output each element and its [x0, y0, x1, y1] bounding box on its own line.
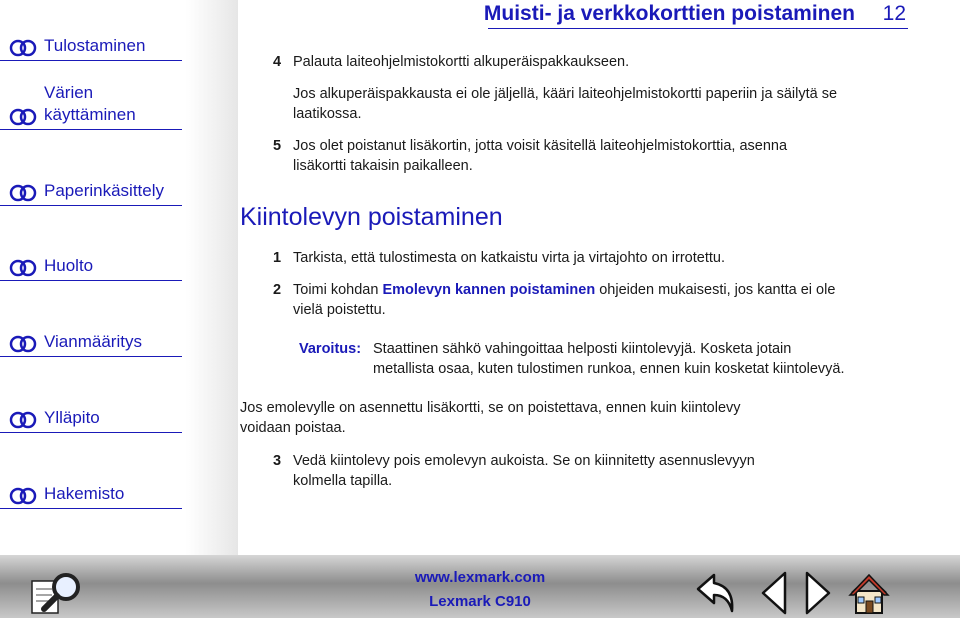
double-ring-bullet-icon [9, 486, 37, 506]
sidebar-item-hakemisto[interactable] [0, 448, 182, 509]
sidebar-item-label [44, 82, 136, 126]
warning-label: Varoitus: [299, 341, 362, 357]
step-number: 3 [273, 453, 282, 469]
warning-text-line1: Staattinen sähkö vahingoittaa helposti kiintolevyjä. Kosketa jotain [373, 341, 792, 357]
home-icon[interactable] [844, 571, 894, 617]
warning-text-line2: metallista osaa, kuten tulostimen runkoa, ennen kuin kosketat kiintolevyä. [373, 361, 845, 377]
sidebar-item-label: Huolto [44, 256, 94, 275]
note-line1: Jos emolevylle on asennettu lisäkortti, se on poistettava, ennen kuin kiintolevy [240, 400, 741, 416]
footer-model: Lexmark C910 [429, 593, 531, 610]
step-text-line2: vielä poistettu. [293, 302, 386, 318]
double-ring-bullet-icon [9, 107, 37, 127]
double-ring-bullet-icon [9, 38, 37, 58]
sidebar-item-huolto[interactable] [0, 220, 182, 281]
double-ring-bullet-icon [9, 334, 37, 354]
step-text-line2: kolmella tapilla. [293, 473, 393, 489]
next-page-icon[interactable] [803, 571, 833, 617]
emolevyn-kannen-poistaminen-link[interactable]: Emolevyn kannen poistaminen [382, 282, 596, 298]
sidebar-label-line2: käyttäminen [44, 105, 136, 124]
back-arrow-icon[interactable] [694, 571, 738, 617]
step-number: 2 [273, 282, 282, 298]
double-ring-bullet-icon [9, 258, 37, 278]
step-text: Tarkista, että tulostimesta on katkaistu virta ja virtajohto on irrotettu. [293, 250, 725, 266]
step-text-line1: Jos olet poistanut lisäkortin, jotta voisit käsitellä laiteohjelmistokorttia, asenna [293, 138, 788, 154]
sidebar-item-tulostaminen[interactable] [0, 0, 182, 61]
step-number: 1 [273, 250, 282, 266]
step-note-line2: laatikossa. [293, 106, 362, 122]
previous-page-icon[interactable] [759, 571, 789, 617]
sidebar-item-label: Tulostaminen [44, 36, 146, 55]
footer-url[interactable]: www.lexmark.com [414, 569, 546, 586]
sidebar-item-label: Ylläpito [44, 408, 100, 427]
step-text-line2: lisäkortti takaisin paikalleen. [293, 158, 473, 174]
step-text-line1: Vedä kiintolevy pois emolevyn aukoista. Se on kiinnitetty asennuslevyyn [293, 453, 755, 469]
sidebar-nav [0, 0, 238, 555]
page-number: 12 [882, 2, 906, 25]
section-heading: Kiintolevyn poistaminen [240, 203, 503, 231]
footer-bar [0, 555, 960, 618]
sidebar-item-vianmaaritys[interactable] [0, 296, 182, 357]
sidebar-item-label: Hakemisto [44, 484, 125, 503]
header-divider [488, 28, 908, 29]
sidebar-item-label: Paperinkäsittely [44, 181, 165, 200]
double-ring-bullet-icon [9, 410, 37, 430]
page-title: Muisti- ja verkkokorttien poistaminen [483, 2, 855, 25]
step-text: Palauta laiteohjelmistokortti alkuperäispakkaukseen. [293, 54, 630, 70]
step-number: 4 [273, 54, 282, 70]
sidebar-item-yllapito[interactable] [0, 372, 182, 433]
sidebar-label-line1: Värien [44, 83, 94, 102]
sidebar-item-varien-kayttaminen[interactable] [0, 75, 182, 130]
step-note-line1: Jos alkuperäispakkausta ei ole jäljellä, kääri laiteohjelmistokortti paperiin ja säilytä se [293, 86, 838, 102]
note-line2: voidaan poistaa. [240, 420, 346, 436]
step-number: 5 [273, 138, 282, 154]
sidebar-item-label: Vianmääritys [44, 332, 142, 351]
sidebar-item-paperinkasittely[interactable] [0, 145, 182, 206]
magnifier-icon[interactable] [30, 571, 88, 617]
step-text-line1 [293, 280, 835, 300]
double-ring-bullet-icon [9, 183, 37, 203]
step-text-before-link: Toimi kohdan [293, 282, 383, 298]
step-text-after-link: ohjeiden mukaisesti, jos kantta ei ole [595, 282, 836, 298]
